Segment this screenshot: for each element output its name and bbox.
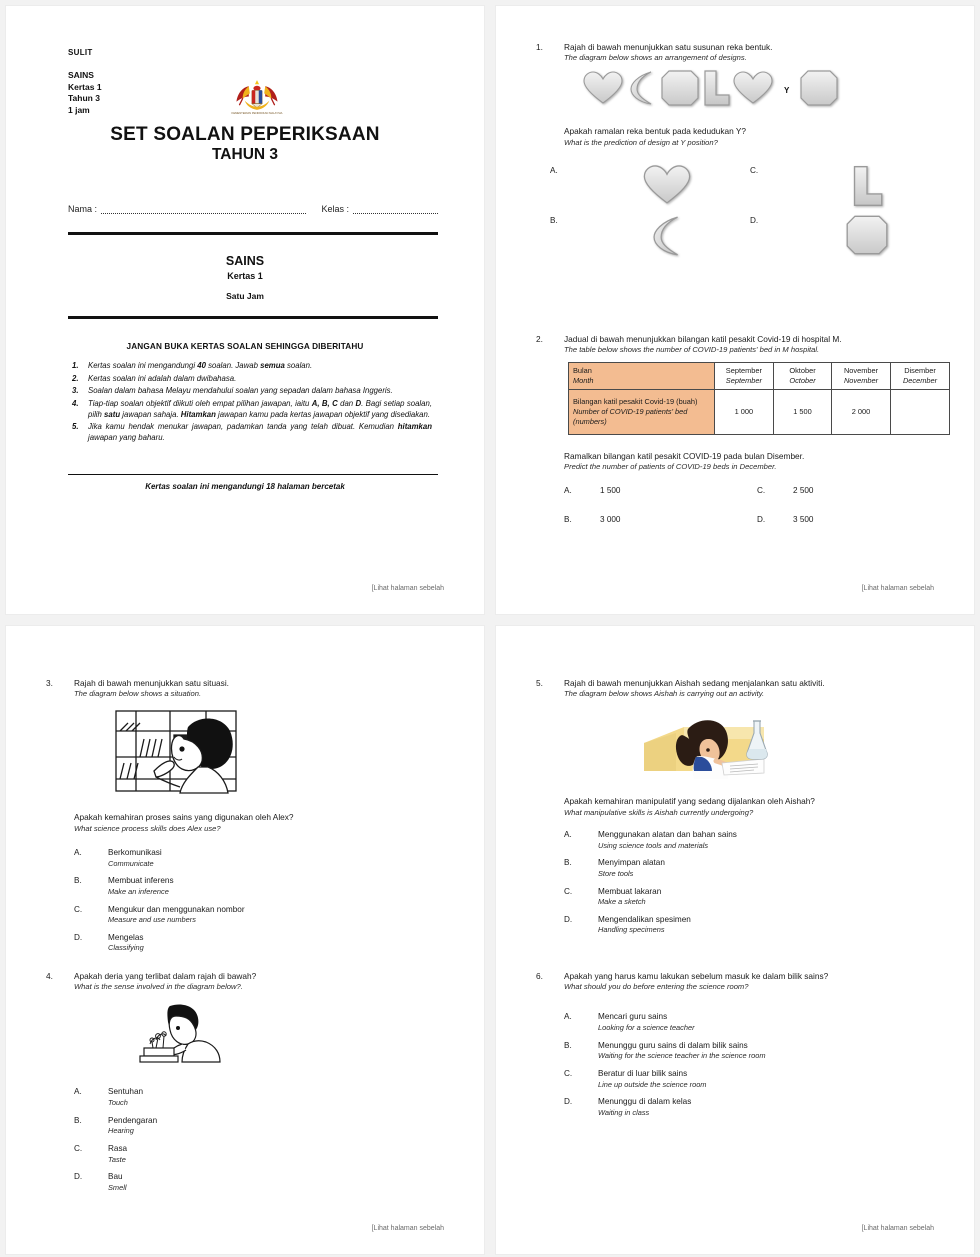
question-1-ask-en: What is the prediction of design at Y position? <box>564 137 718 147</box>
question-1-stem-en: The diagram below shows an arrangement of designs. <box>564 53 747 63</box>
question-2-stem-bm: Jadual di bawah menunjukkan bilangan katil pesakit Covid-19 di hospital M. <box>564 334 842 344</box>
instruction-number: 3. <box>72 386 79 396</box>
instruction-item <box>72 398 432 420</box>
question-6-number: 6. <box>536 971 543 981</box>
q6-option-c[interactable] <box>564 1069 950 1090</box>
q4-option-a-bm: Sentuhan <box>108 1087 144 1097</box>
instruction-item <box>72 360 432 371</box>
q6-option-b[interactable] <box>564 1041 950 1062</box>
q3-option-b-en: Make an inference <box>108 886 169 896</box>
malaysia-coat-of-arms-icon <box>231 76 283 116</box>
question-4-stem-en: What is the sense involved in the diagram below?. <box>74 982 243 992</box>
q2-option-c[interactable] <box>757 486 950 495</box>
class-input-line[interactable] <box>353 204 438 214</box>
month-bm-1: Oktober <box>789 366 816 376</box>
printed-pages-note: Kertas soalan ini mengandungi 18 halaman bercetak <box>145 482 345 491</box>
value-cell-october: 1 500 <box>773 389 831 434</box>
shape-crescent-1 <box>625 70 659 111</box>
q5-option-a-bm: Menggunakan alatan dan bahan sains <box>598 829 737 839</box>
q3-option-c-en: Measure and use numbers <box>108 915 196 925</box>
q6-option-a-bm: Mencari guru sains <box>598 1012 668 1022</box>
option-b-shape-crescent <box>584 214 750 258</box>
shape-ell-1 <box>701 69 731 112</box>
q5-option-b-bm: Menyimpan alatan <box>598 858 665 868</box>
month-bm-0: September <box>725 366 762 376</box>
month-cell-december <box>891 363 950 389</box>
meta-paper: Kertas 1 <box>68 81 102 92</box>
option-c-letter: C. <box>750 165 759 175</box>
do-not-open-warning: JANGAN BUKA KERTAS SOALAN SEHINGGA DIBERITAHU <box>126 342 364 351</box>
row-header-beds-bm: Bilangan katil pesakit Covid-19 (buah) <box>573 397 698 407</box>
q3-option-d-bm: Mengelas <box>108 932 144 942</box>
divider-top <box>68 232 438 235</box>
question-6-options <box>564 1012 950 1118</box>
q6-option-d-bm: Menunggu di dalam kelas <box>598 1097 692 1107</box>
q4-option-a[interactable] <box>74 1087 460 1108</box>
question-3-ask-bm: Apakah kemahiran proses sains yang digunakan oleh Alex? <box>74 812 294 823</box>
question-4-stem-bm: Apakah deria yang terlibat dalam rajah di bawah? <box>74 971 257 981</box>
q4-option-d-en: Smell <box>108 1183 127 1193</box>
q4-option-a-en: Touch <box>108 1098 128 1108</box>
question-3-options <box>74 848 460 954</box>
page-footer-note: [Lihat halaman sebelah <box>861 1225 934 1232</box>
q5-option-c[interactable] <box>564 887 950 908</box>
q2-option-a[interactable] <box>564 486 757 495</box>
instruction-text: Soalan dalam bahasa Melayu mendahului soalan yang sepadan dalam bahasa Inggeris. <box>88 386 393 396</box>
month-cell-november <box>832 363 891 389</box>
q6-option-c-bm: Beratur di luar bilik sains <box>598 1069 688 1079</box>
page-footer-note: [Lihat halaman sebelah <box>861 585 934 592</box>
q3-option-a-en: Communicate <box>108 858 154 868</box>
meta-subject: SAINS <box>68 70 94 80</box>
month-cell-september <box>714 363 773 389</box>
student-fields-row <box>68 204 438 214</box>
page-footer-note: [Lihat halaman sebelah <box>371 1225 444 1232</box>
q3-option-a-letter: A. <box>74 847 82 857</box>
question-4-options <box>74 1087 460 1193</box>
q3-option-a[interactable] <box>74 848 460 869</box>
q6-option-d[interactable] <box>564 1097 950 1118</box>
q2-option-d-letter: D. <box>757 515 766 525</box>
month-cell-october <box>773 363 831 389</box>
instruction-item <box>72 373 432 384</box>
q4-option-c-letter: C. <box>74 1144 83 1154</box>
instruction-text: Tiap-tiap soalan objektif diikuti oleh empat pilihan jawapan, iaitu A, B, C dan D. Bagi setiap soalan, pilih satu jawapan sahaja. Hitamkan jawapan kamu pada kertas jawapan objektif yang disediakan. <box>88 398 432 419</box>
q5-option-d-bm: Mengendalikan spesimen <box>598 914 691 924</box>
question-3-ask <box>74 812 460 833</box>
row-header-month-en: Month <box>573 376 594 386</box>
q2-option-b-text: 3 000 <box>600 515 621 525</box>
covid-beds-table <box>568 362 950 434</box>
page-subtitle: TAHUN 3 <box>211 146 279 163</box>
q2-option-d-text: 3 500 <box>793 515 814 525</box>
month-bm-3: Disember <box>904 366 936 376</box>
shape-heart-1 <box>582 71 624 110</box>
page-title: SET SOALAN PEPERIKSAAN <box>110 124 380 145</box>
q2-option-d[interactable] <box>757 515 950 524</box>
question-5-ask-en: What manipulative skills is Aishah currently undergoing? <box>564 807 754 817</box>
instruction-text: Jika kamu hendak menukar jawapan, padamkan tanda yang telah dibuat. Kemudian hitamkan jawapan yang baharu. <box>88 422 432 443</box>
q3-option-a-bm: Berkomunikasi <box>108 847 162 857</box>
page-questions-1-2 <box>496 6 974 614</box>
question-3-stem-en: The diagram below shows a situation. <box>74 689 202 699</box>
page-questions-3-4 <box>6 626 484 1254</box>
question-1-stem-bm: Rajah di bawah menunjukkan satu susunan reka bentuk. <box>564 42 773 52</box>
q4-option-c[interactable] <box>74 1144 460 1165</box>
q5-option-c-bm: Membuat lakaran <box>598 886 662 896</box>
meta-time: 1 jam <box>68 105 90 116</box>
q6-option-b-en: Waiting for the science teacher in the science room <box>598 1051 766 1061</box>
q4-option-a-letter: A. <box>74 1087 82 1097</box>
q6-option-d-letter: D. <box>564 1097 573 1107</box>
question-5-ask-bm: Apakah kemahiran manipulatif yang sedang dijalankan oleh Aishah? <box>564 796 815 807</box>
q5-option-a-letter: A. <box>564 829 572 839</box>
q6-option-a[interactable] <box>564 1012 950 1033</box>
option-b-letter: B. <box>550 215 558 225</box>
girl-writing-at-desk-illustration <box>636 709 950 786</box>
q3-option-d-en: Classifying <box>108 943 144 953</box>
boy-smelling-flowers-illustration <box>136 1000 460 1073</box>
q3-option-b-bm: Membuat inferens <box>108 876 174 886</box>
value-cell-december <box>891 389 950 434</box>
subject-heading: SAINS <box>225 254 265 268</box>
option-a-letter: A. <box>550 165 558 175</box>
option-c-shape-ell <box>784 164 950 208</box>
question-3-ask-en: What science process skills does Alex use? <box>74 823 221 833</box>
page-questions-5-6 <box>496 626 974 1254</box>
q6-option-c-letter: C. <box>564 1069 573 1079</box>
q2-option-b-letter: B. <box>564 515 572 525</box>
q6-option-a-letter: A. <box>564 1012 572 1022</box>
value-cell-november: 2 000 <box>832 389 891 434</box>
question-2-options <box>564 486 950 524</box>
instruction-item <box>72 385 432 396</box>
row-header-month-bm: Bulan <box>573 366 592 376</box>
design-sequence-diagram <box>582 69 950 112</box>
option-d-shape-octagon <box>784 214 950 258</box>
q4-option-b-bm: Pendengaran <box>108 1115 158 1125</box>
shape-octagon-y <box>799 69 839 112</box>
option-d-letter: D. <box>750 215 759 225</box>
question-1-ask <box>564 126 950 147</box>
q6-option-b-letter: B. <box>564 1040 572 1050</box>
instruction-item <box>72 421 432 443</box>
question-4-number: 4. <box>46 971 53 981</box>
meta-year: Tahun 3 <box>68 93 100 104</box>
q4-option-b[interactable] <box>74 1116 460 1137</box>
instruction-number: 5. <box>72 422 79 432</box>
q5-option-d-letter: D. <box>564 914 573 924</box>
question-2-number: 2. <box>536 334 543 344</box>
q2-option-a-text: 1 500 <box>600 486 621 496</box>
option-d[interactable] <box>750 214 950 258</box>
shape-heart-2 <box>732 71 774 110</box>
option-a[interactable] <box>550 164 750 208</box>
paper-meta-block <box>68 70 102 117</box>
class-label: Kelas : <box>321 204 349 214</box>
instruction-number: 2. <box>72 373 79 383</box>
q3-option-b-letter: B. <box>74 876 82 886</box>
question-1-number: 1. <box>536 42 543 52</box>
name-input-line[interactable] <box>101 204 306 214</box>
option-a-shape-heart <box>584 164 750 208</box>
duration-heading: Satu Jam <box>226 291 264 301</box>
q5-option-b-letter: B. <box>564 858 572 868</box>
row-header-beds <box>569 389 715 434</box>
q4-option-c-en: Taste <box>108 1154 126 1164</box>
question-1 <box>536 42 950 258</box>
instruction-text: Kertas soalan ini adalah dalam dwibahasa. <box>88 373 237 383</box>
paper-heading: Kertas 1 <box>227 271 263 281</box>
name-label: Nama : <box>68 204 98 214</box>
q3-option-d[interactable] <box>74 933 460 954</box>
q3-option-b[interactable] <box>74 876 460 897</box>
page-footer-note: [Lihat halaman sebelah <box>371 585 444 592</box>
question-6 <box>536 971 950 1126</box>
month-bm-2: November <box>843 366 879 376</box>
instruction-number: 1. <box>72 361 79 370</box>
table-row-months <box>569 363 950 389</box>
month-en-2: November <box>843 376 879 386</box>
question-2-ask <box>564 451 950 472</box>
month-en-0: September <box>725 376 762 386</box>
question-6-stem-bm: Apakah yang harus kamu lakukan sebelum masuk ke dalam bilik sains? <box>564 971 829 981</box>
month-en-3: December <box>902 376 938 386</box>
q5-option-d[interactable] <box>564 915 950 936</box>
y-position-label: Y <box>784 86 790 96</box>
q5-option-c-en: Make a sketch <box>598 897 646 907</box>
option-c[interactable] <box>750 164 950 208</box>
q4-option-b-en: Hearing <box>108 1126 134 1136</box>
question-1-options <box>550 164 950 258</box>
question-6-stem-en: What should you do before entering the science room? <box>564 982 749 992</box>
q5-option-a[interactable] <box>564 830 950 851</box>
q3-option-c-letter: C. <box>74 904 83 914</box>
q5-option-d-en: Handling specimens <box>598 925 665 935</box>
q5-option-c-letter: C. <box>564 886 573 896</box>
q4-option-b-letter: B. <box>74 1115 82 1125</box>
q5-option-b[interactable] <box>564 858 950 879</box>
confidential-label: SULIT <box>68 48 93 57</box>
divider-bottom <box>68 474 438 475</box>
q5-option-a-en: Using science tools and materials <box>598 840 709 850</box>
q6-option-d-en: Waiting in class <box>598 1108 650 1118</box>
q2-option-c-letter: C. <box>757 486 766 496</box>
question-5-options <box>564 830 950 936</box>
page-cover <box>6 6 484 614</box>
question-4 <box>46 971 460 1201</box>
q2-option-b[interactable] <box>564 515 757 524</box>
q3-option-c[interactable] <box>74 905 460 926</box>
q6-option-a-en: Looking for a science teacher <box>598 1023 695 1033</box>
row-header-beds-en: Number of COVID-19 patients' bed (numbers) <box>573 406 688 426</box>
instruction-text: Kertas soalan ini mengandungi 40 soalan. Jawab semua soalan. <box>88 361 313 370</box>
q2-option-a-letter: A. <box>564 486 572 496</box>
crest-caption: KEMENTERIAN PENDIDIKAN MALAYSIA <box>231 111 283 115</box>
question-2-ask-en: Predict the number of patients of COVID-19 beds in December. <box>564 461 777 471</box>
q4-option-d[interactable] <box>74 1172 460 1193</box>
question-3-number: 3. <box>46 678 53 688</box>
instruction-number: 4. <box>72 398 79 408</box>
question-5-stem-en: The diagram below shows Aishah is carrying out an activity. <box>564 689 765 699</box>
q4-option-d-bm: Bau <box>108 1172 123 1182</box>
question-3-stem-bm: Rajah di bawah menunjukkan satu situasi. <box>74 678 229 688</box>
month-en-1: October <box>789 376 816 386</box>
q3-option-c-bm: Mengukur dan menggunakan nombor <box>108 904 245 914</box>
question-1-ask-bm: Apakah ramalan reka bentuk pada kedudukan Y? <box>564 126 747 137</box>
q6-option-b-bm: Menunggu guru sains di dalam bilik sains <box>598 1040 748 1050</box>
q6-option-c-en: Line up outside the science room <box>598 1079 707 1089</box>
question-5-stem-bm: Rajah di bawah menunjukkan Aishah sedang menjalankan satu aktiviti. <box>564 678 825 688</box>
q2-option-c-text: 2 500 <box>793 486 814 496</box>
question-2-stem-en: The table below shows the number of COVID-19 patients' bed in M hospital. <box>564 345 820 355</box>
table-row-values <box>569 389 950 434</box>
option-b[interactable] <box>550 214 750 258</box>
question-2-ask-bm: Ramalkan bilangan katil pesakit COVID-19 pada bulan Disember. <box>564 450 805 461</box>
question-5-ask <box>564 796 950 817</box>
question-2 <box>536 334 950 524</box>
boy-at-bookshelf-illustration <box>110 705 460 802</box>
q4-option-d-letter: D. <box>74 1172 83 1182</box>
q4-option-c-bm: Rasa <box>108 1144 128 1154</box>
value-cell-september: 1 000 <box>714 389 773 434</box>
question-3 <box>46 678 460 961</box>
divider-middle <box>68 316 438 319</box>
row-header-month <box>569 363 715 389</box>
q3-option-d-letter: D. <box>74 932 83 942</box>
shape-octagon-1 <box>660 69 700 112</box>
instructions-block <box>72 360 432 445</box>
question-5-number: 5. <box>536 678 543 688</box>
q5-option-b-en: Store tools <box>598 868 634 878</box>
question-5 <box>536 678 950 943</box>
